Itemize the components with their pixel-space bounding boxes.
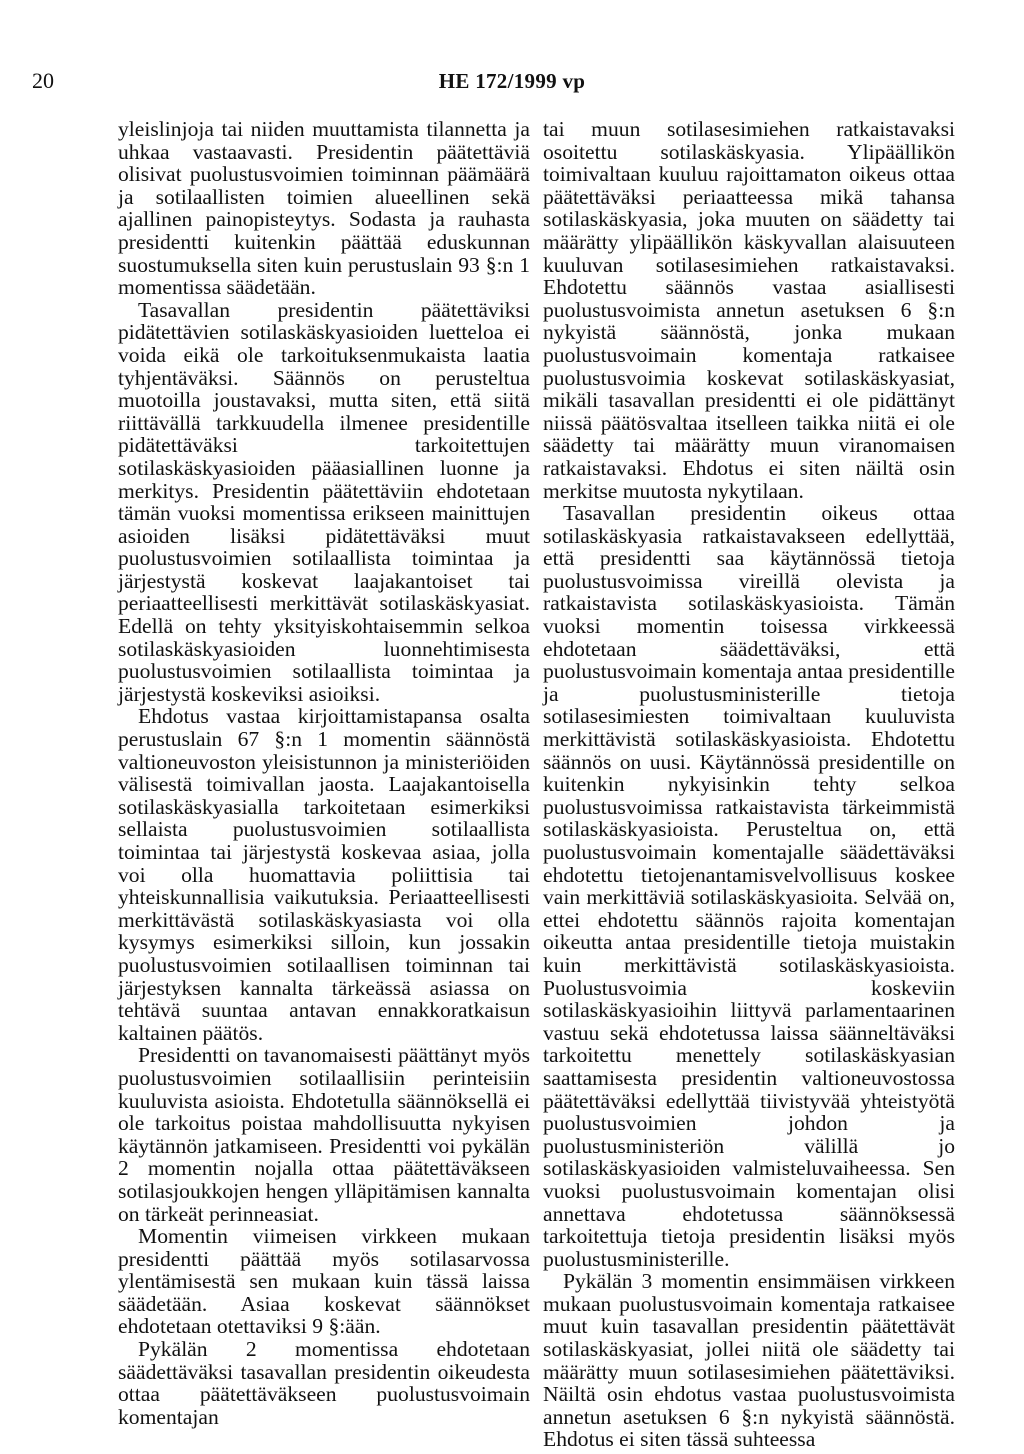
page-header (0, 66, 1024, 96)
left-column (118, 118, 530, 1428)
paragraph: Presidentti on tavanomaisesti päättänyt myös puolustusvoimien sotilaallisiin perinteisiin kuuluvista asioista. Ehdotetulla säännöksellä ei ole tarkoitus poistaa mahdollisuutta nykyisen käytännön jatkamiseen. Presidentti voi pykälän 2 momentin nojalla ottaa päätettäväkseen sotilasjoukkojen hengen ylläpitämisen kannalta on tärkeät perinneasiat. (118, 1043, 530, 1226)
paragraph: Tasavallan presidentin oikeus ottaa sotilaskäskyasia ratkaistavakseen edellyttää, että presidentti saa käytännössä tietoja puolustusvoimissa vireillä olevista ja ratkaistavista sotilaskäskyasioista. Tämän vuoksi momentin toisessa virkkeessä ehdotetaan säädettäväksi, että puolustusvoimain komentaja antaa presidentille ja puolustusministerille tietoja sotilasesimiesten toimivaltaan kuuluvista merkittävistä sotilaskäskyasioista. Ehdotettu säännös on uusi. Käytännössä presidentille on kuitenkin nykyisinkin tehty selkoa puolustusvoimissa ratkaistavista tärkeimmistä sotilaskäskyasioista. Perusteltua on, että puolustusvoimain komentajalle säädettäväksi ehdotettu tietojenantamisvelvollisuus koskee vain merkittäviä sotilaskäskyasioita. Selvää on, ettei ehdotettu säännös rajoita komentajan oikeutta antaa presidentille tietoja muistakin kuin merkittävistä sotilaskäskyasioista. Puolustusvoimia koskeviin sotilaskäskyasioihin liittyvä parlamentaarinen vastuu sekä ehdotetussa laissa säänneltäväksi tarkoitettu menettely sotilaskäskyasian saattamisesta presidentin valtioneuvostossa päätettäväksi edellyttää tiivistyvää yhteistyötä puolustusvoimien johdon ja puolustusministeriön välillä jo sotilaskäskyasioiden valmisteluvaiheessa. Sen vuoksi puolustusvoimain komentajan olisi annettava ehdotetussa säännöksessä tarkoitettuja tietoja presidentin lisäksi myös puolustusministerille. (543, 501, 955, 1271)
paragraph: tai muun sotilasesimiehen ratkaistavaksi osoitettu sotilaskäskyasia. Ylipäällikön toimivaltaan kuuluu rajoittamaton oikeus ottaa päätettäväksi periaatteessa mikä tahansa sotilaskäskyasia, joka muuten on säädetty tai määrätty ylipäällikön käskyvallan alaisuuteen kuuluvan sotilasesimiehen ratkaistavaksi. Ehdotettu säännös vastaa asiallisesti puolustusvoimista annetun asetuksen 6 §:n nykyistä säännöstä, jonka mukaan puolustusvoimain komentaja ratkaisee puolustusvoimia koskevat sotilaskäskyasiat, mikäli tasavallan presidentti ei ole pidättänyt niissä päätösvaltaa itselleen taikka niitä ei ole säädetty tai määrätty muun viranomaisen ratkaistavaksi. Ehdotus ei siten näiltä osin merkitse muutosta nykytilaan. (543, 117, 955, 503)
page-number: 20 (32, 68, 54, 93)
paragraph: Momentin viimeisen virkkeen mukaan presidentti päättää myös sotilasarvossa ylentämisestä sen mukaan kuin tässä laissa säädetään. Asiaa koskevat säännökset ehdotetaan otettaviksi 9 §:ään. (118, 1224, 530, 1339)
paragraph: Ehdotus vastaa kirjoittamistapansa osalta perustuslain 67 §:n 1 momentin säännöstä valtioneuvoston yleisistunnon ja ministeriöiden välisestä toimivallan jaosta. Laajakantoisella sotilaskäskyasialla tarkoitetaan esimerkiksi sellaista puolustusvoimien sotilaallista toimintaa tai järjestystä koskevaa asiaa, jolla voi olla huomattavia poliittisia tai yhteiskunnallisia vaikutuksia. Periaatteellisesti merkittävästä sotilaskäskyasiasta voi olla kysymys esimerkiksi silloin, kun jossakin puolustusvoimien sotilaallisen toiminnan tai järjestyksen kannalta tärkeässä asiassa on tehtävä suuntaa antavan ennakkoratkaisun kaltainen päätös. (118, 704, 530, 1045)
paragraph: yleislinjoja tai niiden muuttamista tilannetta ja uhkaa vastaavasti. Presidentin päätettäviä olisivat puolustusvoimien toiminnan päämäärä ja sotilaallisten toimien alueellinen sekä ajallinen painopisteytys. Sodasta ja rauhasta presidentti kuitenkin päättää eduskunnan suostumuksella siten kuin perustuslain 93 §:n 1 momentissa säädetään. (118, 117, 530, 300)
paragraph: Pykälän 3 momentin ensimmäisen virkkeen mukaan puolustusvoimain komentaja ratkaisee muut kuin tasavallan presidentin päätettävät sotilaskäskyasiat, jollei niitä ole säädetty tai määrätty muun sotilasesimiehen päätettäviksi. Näiltä osin ehdotus vastaa puolustusvoimista annetun asetuksen 6 §:n nykyistä säännöstä. Ehdotus ei siten tässä suhteessa (543, 1269, 955, 1452)
paragraph: Tasavallan presidentin päätettäviksi pidätettävien sotilaskäskyasioiden luetteloa ei voida eikä ole tarkoituksenmukaista laatia tyhjentäväksi. Säännös on perusteltua muotoilla joustavaksi, mutta siten, että siitä riittävällä tarkkuudella ilmenee presidentille pidätettäväksi tarkoitettujen sotilaskäskyasioiden pääasiallinen luonne ja merkitys. Presidentin päätettäviin ehdotetaan tämän vuoksi momentissa erikseen mainittujen asioiden lisäksi pidätettäväksi muut puolustusvoimien sotilaallista toimintaa ja järjestystä koskevat laajakantoiset tai periaatteellisesti merkittävät sotilaskäskyasiat. Edellä on tehty yksityiskohtaisemmin selkoa sotilaskäskyasioiden luonnehtimisesta puolustusvoimien sotilaallista toimintaa ja järjestystä koskeviksi asioiksi. (118, 297, 530, 706)
right-column (543, 118, 955, 1451)
paragraph: Pykälän 2 momentissa ehdotetaan säädettäväksi tasavallan presidentin oikeudesta ottaa päätettäväkseen puolustusvoimain komentajan (118, 1337, 530, 1429)
document-id: HE 172/1999 vp (438, 69, 586, 93)
